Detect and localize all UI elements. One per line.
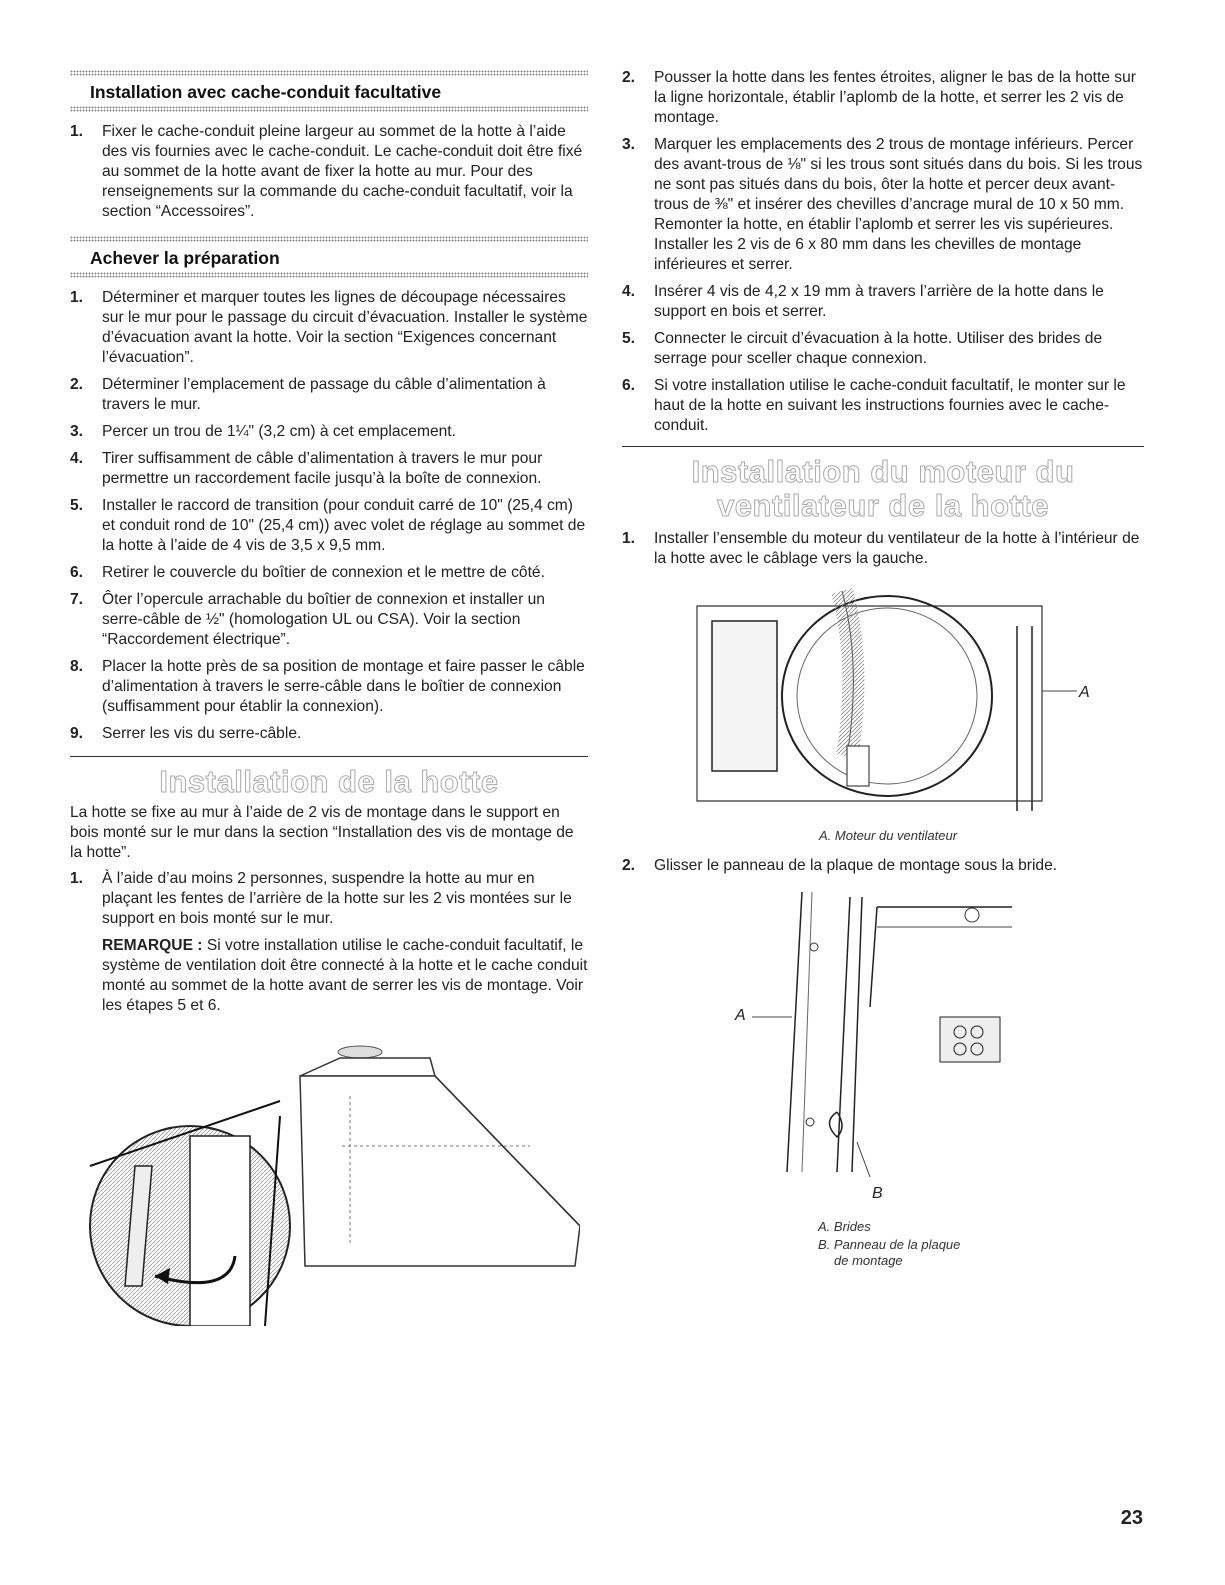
step-number: 4. [622, 283, 636, 300]
callout-label-a: A [1079, 684, 1090, 701]
step-text: Déterminer l’emplacement de passage du câble d’alimentation à travers le mur. [102, 376, 546, 413]
left-column [70, 70, 588, 1326]
step-text: À l’aide d’au moins 2 personnes, suspendre la hotte au mur en plaçant les fentes de l’arrière de la hotte sur les 2 vis montées sur le support en bois monté sur le mur. [102, 870, 572, 927]
step-text: Installer le raccord de transition (pour conduit carré de 10" (25,4 cm) et conduit rond de 10" (25,4 cm)) avec volet de réglage au sommet de la hotte à l’aide de 4 vis de 3,5 x 9,5 mm. [102, 497, 586, 554]
step-list [70, 288, 588, 744]
intro-paragraph: La hotte se fixe au mur à l’aide de 2 vis de montage dans le support en bois monté sur le mur dans la section “Installation des vis de montage de la hotte”. [70, 804, 574, 861]
callout-label-a: A [735, 1007, 746, 1024]
step-text: Déterminer et marquer toutes les lignes de découpage nécessaires sur le mur pour le passage du circuit d’évacuation. Installer le système d’évacuation avant la hotte. Voir la section “Exigences concernant l’évacuation”. [102, 289, 588, 366]
list-item [70, 449, 588, 489]
section-title: Installation du moteur du ventilateur de la hotte [691, 454, 1075, 523]
step-text: Insérer 4 vis de 4,2 x 19 mm à travers l’arrière de la hotte dans le support en bois et serrer. [654, 283, 1104, 320]
list-item [622, 529, 1144, 569]
step-number: 3. [70, 423, 84, 440]
note-text: Si votre installation utilise le cache-conduit facultatif, le système de ventilation doit être connecté à la hotte et le cache conduit monté au sommet de la hotte avant de serrer les vis de montage. Voir les étapes 5 et 6. [102, 937, 588, 1014]
list-item [70, 724, 588, 744]
section-rule [70, 756, 588, 757]
section-heading: Achever la préparation [90, 248, 280, 268]
hood-mounting-illustration [80, 1036, 580, 1326]
list-item [70, 590, 588, 650]
step-number: 2. [622, 857, 636, 874]
step-number: 2. [622, 69, 636, 86]
step-text: Pousser la hotte dans les fentes étroites, aligner le bas de la hotte sur la ligne horizontale, établir l’aplomb de la hotte, et serrer les 2 vis de montage. [654, 69, 1136, 126]
divider [70, 106, 588, 112]
step-list [622, 68, 1144, 436]
fan-motor-figure [622, 576, 1144, 846]
list-item [70, 375, 588, 415]
note [102, 936, 588, 1016]
step-text: Placer la hotte près de sa position de montage et faire passer le câble d’alimentation à travers le serre-câble dans le boîtier de connexion (suffisamment pour établir la connexion). [102, 658, 585, 715]
step-number: 6. [622, 377, 636, 394]
list-item [70, 122, 588, 222]
step-text: Serrer les vis du serre-câble. [102, 725, 302, 742]
mounting-plate-figure [622, 883, 1144, 1268]
list-item [70, 869, 588, 929]
list-item [622, 856, 1144, 876]
step-text: Retirer le couvercle du boîtier de connexion et le mettre de côté. [102, 564, 545, 581]
step-text: Installer l’ensemble du moteur du ventilateur de la hotte à l’intérieur de la hotte avec le câblage vers la gauche. [654, 530, 1140, 567]
step-list [622, 529, 1144, 569]
section-heading: Installation avec cache-conduit facultative [90, 82, 442, 102]
section-rule [622, 446, 1144, 447]
step-number: 5. [70, 497, 84, 514]
step-text: Ôter l’opercule arrachable du boîtier de connexion et installer un serre-câble de ½" (homologation UL ou CSA). Voir la section “Raccordement électrique”. [102, 591, 545, 648]
page-number: 23 [1120, 1507, 1143, 1529]
step-number: 9. [70, 725, 84, 742]
step-text: Si votre installation utilise le cache-conduit facultatif, le monter sur le haut de la hotte en suivant les instructions fournies avec le cache-conduit. [654, 377, 1126, 434]
step-number: 1. [70, 289, 84, 306]
note-label: REMARQUE : [102, 937, 203, 954]
list-item [622, 376, 1144, 436]
step-number: 3. [622, 136, 636, 153]
list-item [70, 496, 588, 556]
list-item [70, 288, 588, 368]
step-text: Glisser le panneau de la plaque de montage sous la bride. [654, 857, 1058, 874]
section-title: Installation de la hotte [159, 764, 499, 799]
step-number: 8. [70, 658, 84, 675]
list-item [70, 563, 588, 583]
figure-caption: B. Panneau de la plaque [818, 1237, 961, 1252]
mounting-plate-illustration [622, 887, 1144, 1187]
step-number: 7. [70, 591, 84, 608]
step-list [70, 869, 588, 929]
fan-motor-illustration [622, 586, 1144, 826]
step-number: 5. [622, 330, 636, 347]
step-text: Marquer les emplacements des 2 trous de montage inférieurs. Percer des avant-trous de ⅛" si les trous sont situés dans du bois. Si les trous ne sont pas situés dans du bois, ôter la hotte et percer deux avant-trous de ⅜" et insérer des chevilles d’ancrage mural de 10 x 50 mm. Remonter la hotte, en établir l’aplomb et serrer les vis supérieures. Installer les 2 vis de 6 x 80 mm dans les chevilles de montage inférieures et serrer. [654, 136, 1143, 273]
list-item [622, 68, 1144, 128]
step-number: 6. [70, 564, 84, 581]
list-item [70, 422, 588, 442]
callout-label-b: B [872, 1185, 883, 1202]
figure-caption: de montage [834, 1253, 903, 1268]
divider [70, 272, 588, 278]
list-item [622, 329, 1144, 369]
step-list [70, 122, 588, 222]
step-list [622, 856, 1144, 876]
figure-caption: A. Brides [818, 1219, 871, 1234]
step-number: 1. [622, 530, 636, 547]
list-item [622, 135, 1144, 275]
right-column [622, 68, 1144, 1268]
step-number: 4. [70, 450, 84, 467]
step-number: 1. [70, 870, 84, 887]
step-text: Tirer suffisamment de câble d’alimentation à travers le mur pour permettre un raccordement facile jusqu’à la boîte de connexion. [102, 450, 543, 487]
list-item [70, 657, 588, 717]
step-text: Percer un trou de 1¼" (3,2 cm) à cet emplacement. [102, 423, 456, 440]
figure-caption: A. Moteur du ventilateur [819, 828, 958, 843]
step-number: 1. [70, 123, 84, 140]
list-item [622, 282, 1144, 322]
step-text: Fixer le cache-conduit pleine largeur au sommet de la hotte à l’aide des vis fournies avec le cache-conduit. Le cache-conduit doit être fixé au sommet de la hotte avant de fixer la hotte au mur. Pour des renseignements sur la commande du cache-conduit facultatif, voir la section “Accessoires”. [102, 123, 583, 220]
step-text: Connecter le circuit d’évacuation à la hotte. Utiliser des brides de serrage pour sceller chaque connexion. [654, 330, 1103, 367]
step-number: 2. [70, 376, 84, 393]
